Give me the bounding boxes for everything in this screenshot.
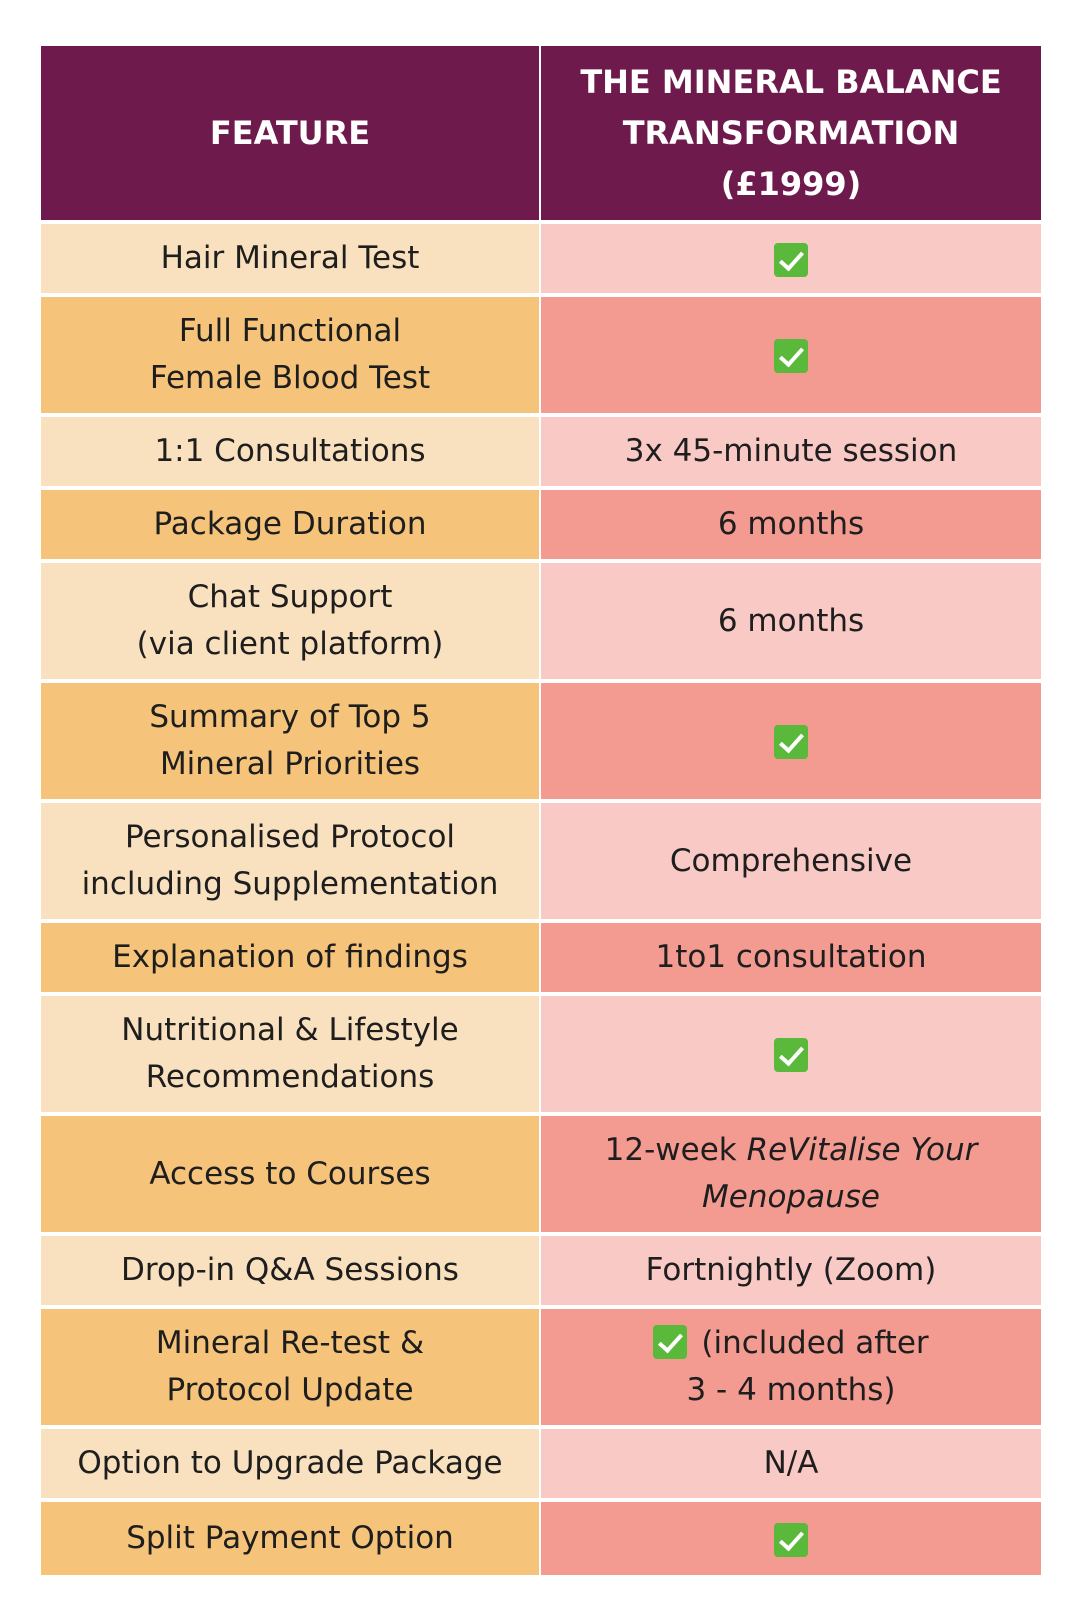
value-cell bbox=[541, 490, 1041, 563]
value-cell bbox=[541, 923, 1041, 996]
feature-label: Explanation of findings bbox=[112, 939, 468, 975]
feature-cell bbox=[41, 996, 541, 1116]
feature-cell bbox=[41, 224, 541, 297]
table-row bbox=[41, 1309, 1041, 1429]
check-mark-icon bbox=[774, 243, 808, 277]
value-cell bbox=[541, 996, 1041, 1116]
table-row bbox=[41, 1502, 1041, 1575]
feature-cell bbox=[41, 923, 541, 996]
value-cell bbox=[541, 1309, 1041, 1429]
value-cell bbox=[541, 1502, 1041, 1575]
feature-label-line-2: Mineral Priorities bbox=[159, 746, 421, 782]
package-column-header bbox=[541, 46, 1041, 224]
table-row bbox=[41, 563, 1041, 683]
header-row bbox=[41, 46, 1041, 224]
feature-cell bbox=[41, 490, 541, 563]
value-cell bbox=[541, 224, 1041, 297]
feature-cell bbox=[41, 1429, 541, 1502]
table-row bbox=[41, 996, 1041, 1116]
value-cell bbox=[541, 803, 1041, 923]
value-text: 6 months bbox=[717, 506, 865, 542]
feature-label-line-2: Female Blood Test bbox=[149, 360, 431, 396]
feature-column-header bbox=[41, 46, 541, 224]
value-cell bbox=[541, 1116, 1041, 1236]
package-name-line-2: TRANSFORMATION bbox=[622, 113, 960, 152]
value-cell bbox=[541, 297, 1041, 417]
feature-label: Access to Courses bbox=[149, 1155, 431, 1192]
feature-label-line-2: (via client platform) bbox=[136, 626, 444, 662]
course-prefix: 12-week bbox=[604, 1132, 747, 1168]
value-cell bbox=[541, 417, 1041, 490]
value-text: Comprehensive bbox=[669, 842, 913, 879]
check-mark-icon bbox=[774, 1523, 808, 1557]
feature-cell bbox=[41, 297, 541, 417]
check-mark-icon bbox=[774, 339, 808, 373]
table-row bbox=[41, 923, 1041, 996]
feature-cell bbox=[41, 1116, 541, 1236]
value-cell bbox=[541, 1429, 1041, 1502]
table-row bbox=[41, 417, 1041, 490]
table-row bbox=[41, 683, 1041, 803]
feature-label-line-1: Full Functional bbox=[178, 313, 402, 349]
feature-label-line-1: Personalised Protocol bbox=[124, 819, 456, 855]
feature-label: 1:1 Consultations bbox=[154, 433, 426, 469]
feature-cell bbox=[41, 1502, 541, 1575]
feature-label: Hair Mineral Test bbox=[160, 240, 420, 276]
table-row bbox=[41, 297, 1041, 417]
feature-cell bbox=[41, 683, 541, 803]
table-row bbox=[41, 1429, 1041, 1502]
value-text: N/A bbox=[763, 1445, 819, 1481]
feature-cell bbox=[41, 563, 541, 683]
value-cell bbox=[541, 563, 1041, 683]
value-cell bbox=[541, 1236, 1041, 1309]
feature-cell bbox=[41, 1309, 541, 1429]
value-text: 3x 45-minute session bbox=[624, 433, 958, 469]
feature-label: Package Duration bbox=[153, 506, 427, 542]
value-text: 1to1 consultation bbox=[655, 939, 927, 975]
feature-label-line-2: including Supplementation bbox=[81, 866, 499, 902]
feature-label: Option to Upgrade Package bbox=[77, 1445, 503, 1481]
feature-cell bbox=[41, 1236, 541, 1309]
table-row bbox=[41, 224, 1041, 297]
value-text-line-2: 3 - 4 months) bbox=[686, 1372, 896, 1408]
comparison-table bbox=[41, 46, 1041, 1575]
feature-label-line-2: Protocol Update bbox=[166, 1372, 414, 1408]
table-row bbox=[41, 490, 1041, 563]
table-row bbox=[41, 1116, 1041, 1236]
feature-label: Drop-in Q&A Sessions bbox=[121, 1252, 459, 1288]
feature-cell bbox=[41, 803, 541, 923]
package-name-line-1: THE MINERAL BALANCE bbox=[580, 62, 1002, 101]
feature-header-label: FEATURE bbox=[209, 113, 371, 152]
check-mark-icon bbox=[774, 725, 808, 759]
feature-label-line-1: Nutritional & Lifestyle bbox=[121, 1012, 459, 1048]
package-price: (£1999) bbox=[720, 164, 862, 203]
feature-label: Split Payment Option bbox=[126, 1520, 454, 1556]
value-text: Fortnightly (Zoom) bbox=[645, 1252, 937, 1288]
feature-cell bbox=[41, 417, 541, 490]
value-cell bbox=[541, 683, 1041, 803]
feature-label-line-1: Mineral Re-test & bbox=[155, 1325, 425, 1361]
feature-label-line-2: Recommendations bbox=[145, 1059, 435, 1095]
feature-label-line-1: Summary of Top 5 bbox=[149, 699, 431, 735]
check-mark-icon bbox=[774, 1038, 808, 1072]
check-mark-icon bbox=[653, 1325, 687, 1359]
value-text: 6 months bbox=[717, 602, 865, 639]
feature-label-line-1: Chat Support bbox=[187, 579, 393, 615]
value-text-line-1: (included after bbox=[701, 1325, 929, 1361]
course-title-line-2: Menopause bbox=[702, 1179, 880, 1215]
course-title-line-1: ReVitalise Your bbox=[746, 1132, 978, 1168]
table-row bbox=[41, 803, 1041, 923]
table-row bbox=[41, 1236, 1041, 1309]
